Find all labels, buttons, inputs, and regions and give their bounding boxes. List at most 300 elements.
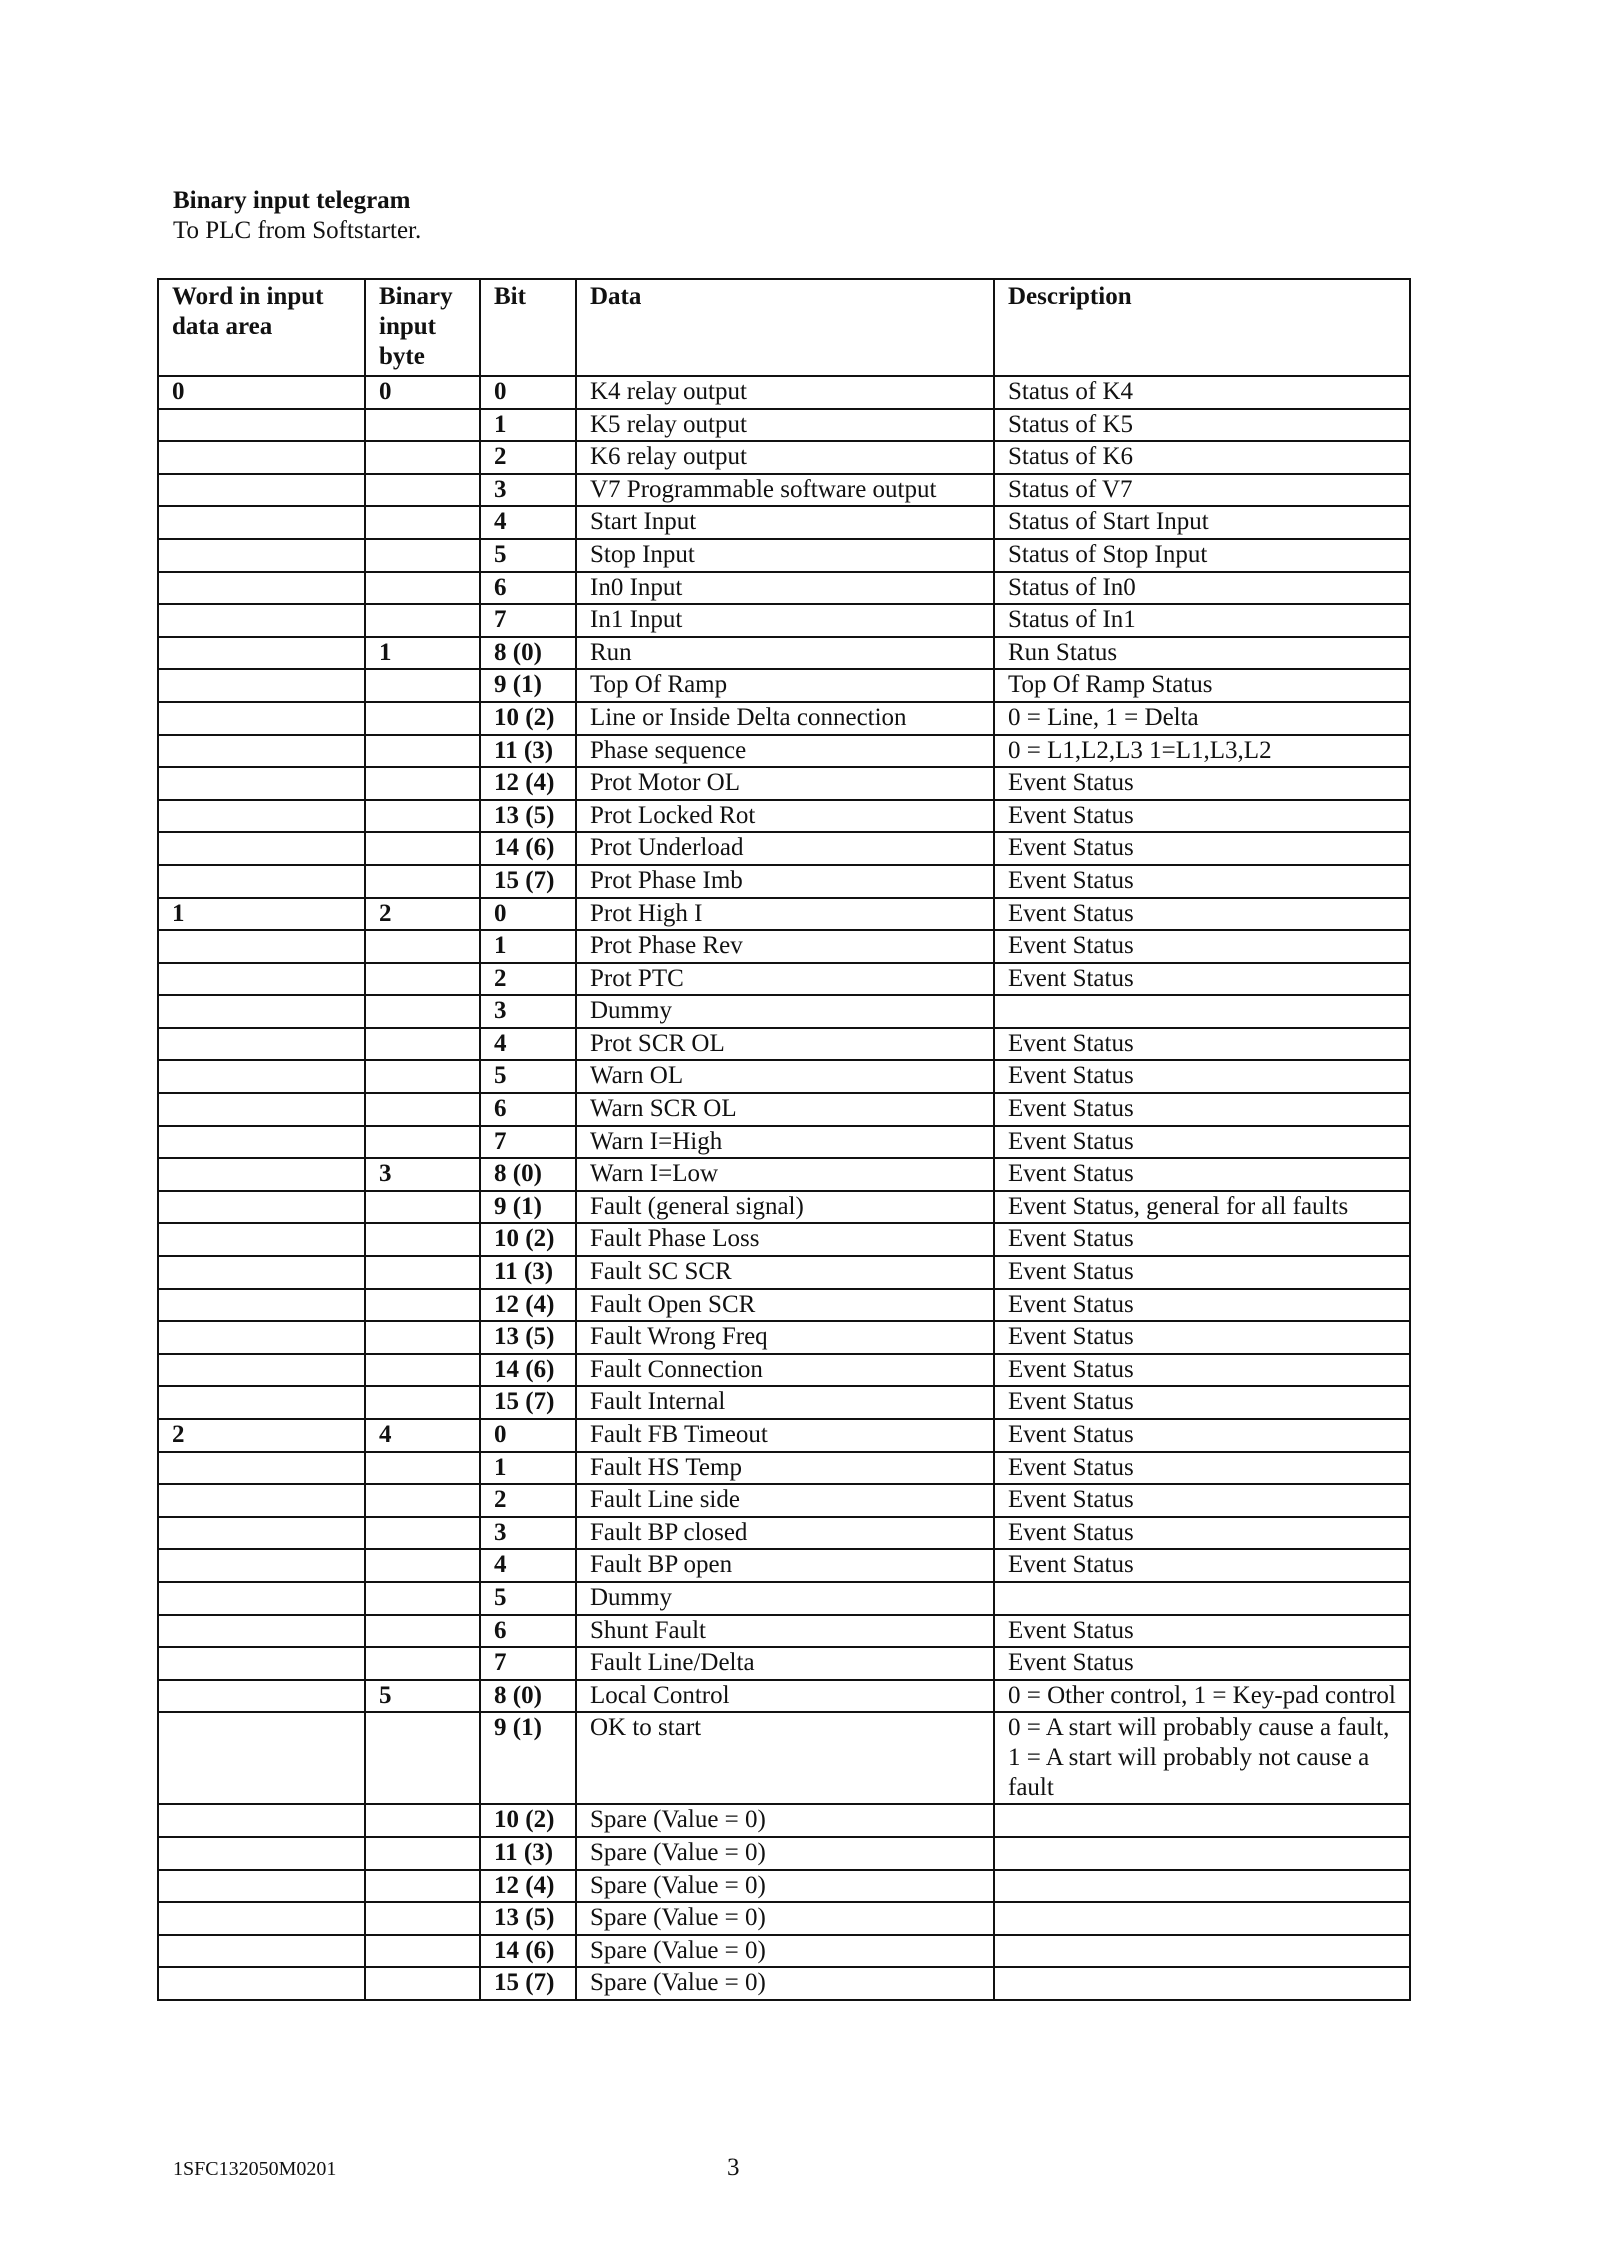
cell-bit: 7 [480, 1647, 576, 1680]
page-subtitle: To PLC from Softstarter. [173, 217, 422, 244]
cell-byte [365, 1549, 480, 1582]
cell-word [158, 539, 365, 572]
cell-byte [365, 604, 480, 637]
cell-word [158, 441, 365, 474]
cell-description: Status of Stop Input [994, 539, 1410, 572]
cell-word [158, 1902, 365, 1935]
cell-bit: 2 [480, 963, 576, 996]
cell-word [158, 1060, 365, 1093]
table-row [158, 1452, 1410, 1485]
cell-byte: 0 [365, 376, 480, 409]
cell-description: Run Status [994, 637, 1410, 670]
cell-word [158, 669, 365, 702]
cell-word [158, 1191, 365, 1224]
cell-bit: 11 (3) [480, 735, 576, 768]
cell-data: Spare (Value = 0) [576, 1870, 994, 1903]
cell-description: 0 = Line, 1 = Delta [994, 702, 1410, 735]
cell-bit: 12 (4) [480, 1289, 576, 1322]
cell-data: Fault Open SCR [576, 1289, 994, 1322]
cell-description: Status of V7 [994, 474, 1410, 507]
table-row [158, 1484, 1410, 1517]
cell-byte [365, 1484, 480, 1517]
cell-data: Local Control [576, 1680, 994, 1713]
cell-byte [365, 1804, 480, 1837]
cell-data: Fault SC SCR [576, 1256, 994, 1289]
cell-word [158, 506, 365, 539]
cell-byte [365, 1354, 480, 1387]
cell-description [994, 1967, 1410, 2000]
cell-byte [365, 1837, 480, 1870]
cell-data: Prot Phase Rev [576, 930, 994, 963]
header-word: Word in input data area [158, 279, 365, 376]
cell-bit: 2 [480, 1484, 576, 1517]
cell-byte [365, 1870, 480, 1903]
cell-data: Top Of Ramp [576, 669, 994, 702]
cell-byte [365, 1452, 480, 1485]
cell-word [158, 1582, 365, 1615]
cell-description: Event Status [994, 1419, 1410, 1452]
cell-description: Event Status [994, 1256, 1410, 1289]
cell-data: Phase sequence [576, 735, 994, 768]
table-row [158, 1712, 1410, 1804]
cell-byte [365, 865, 480, 898]
cell-data: Dummy [576, 1582, 994, 1615]
cell-bit: 5 [480, 539, 576, 572]
table-row [158, 474, 1410, 507]
cell-byte [365, 1289, 480, 1322]
cell-bit: 0 [480, 1419, 576, 1452]
table-row [158, 1060, 1410, 1093]
cell-word [158, 1028, 365, 1061]
table-row [158, 1028, 1410, 1061]
table-row [158, 702, 1410, 735]
table-row [158, 1804, 1410, 1837]
cell-bit: 3 [480, 995, 576, 1028]
cell-data: Warn SCR OL [576, 1093, 994, 1126]
cell-word [158, 1223, 365, 1256]
cell-description: 0 = L1,L2,L3 1=L1,L3,L2 [994, 735, 1410, 768]
cell-data: Shunt Fault [576, 1615, 994, 1648]
cell-byte [365, 1935, 480, 1968]
cell-word [158, 1712, 365, 1804]
cell-data: Fault Internal [576, 1386, 994, 1419]
table-row [158, 1549, 1410, 1582]
cell-byte [365, 930, 480, 963]
cell-byte [365, 963, 480, 996]
table-row [158, 1935, 1410, 1968]
table-row [158, 1615, 1410, 1648]
table-row [158, 637, 1410, 670]
table-row [158, 1647, 1410, 1680]
cell-word [158, 474, 365, 507]
cell-description: Status of K4 [994, 376, 1410, 409]
cell-word: 2 [158, 1419, 365, 1452]
table-row [158, 1256, 1410, 1289]
table-row [158, 1321, 1410, 1354]
cell-word [158, 1093, 365, 1126]
cell-description: Event Status [994, 1484, 1410, 1517]
table-row [158, 1386, 1410, 1419]
cell-data: Fault Phase Loss [576, 1223, 994, 1256]
cell-byte [365, 767, 480, 800]
cell-byte [365, 1256, 480, 1289]
cell-word [158, 930, 365, 963]
cell-bit: 2 [480, 441, 576, 474]
cell-byte: 2 [365, 898, 480, 931]
cell-description: Event Status, general for all faults [994, 1191, 1410, 1224]
cell-description: Status of Start Input [994, 506, 1410, 539]
cell-bit: 6 [480, 1615, 576, 1648]
cell-word [158, 1484, 365, 1517]
cell-bit: 4 [480, 1028, 576, 1061]
cell-data: Spare (Value = 0) [576, 1935, 994, 1968]
cell-description: Event Status [994, 1158, 1410, 1191]
table-row [158, 767, 1410, 800]
cell-byte [365, 1712, 480, 1804]
table-row [158, 376, 1410, 409]
cell-bit: 6 [480, 572, 576, 605]
cell-bit: 7 [480, 604, 576, 637]
cell-description: Event Status [994, 1354, 1410, 1387]
cell-description: Event Status [994, 1093, 1410, 1126]
cell-data: Prot PTC [576, 963, 994, 996]
cell-byte [365, 1647, 480, 1680]
cell-byte [365, 409, 480, 442]
cell-description [994, 1870, 1410, 1903]
cell-description: Event Status [994, 1028, 1410, 1061]
cell-description: 0 = Other control, 1 = Key-pad control [994, 1680, 1410, 1713]
cell-description: Status of In1 [994, 604, 1410, 637]
cell-data: K4 relay output [576, 376, 994, 409]
cell-bit: 10 (2) [480, 1804, 576, 1837]
cell-description: Status of K6 [994, 441, 1410, 474]
cell-bit: 8 (0) [480, 637, 576, 670]
cell-bit: 11 (3) [480, 1256, 576, 1289]
table-row [158, 1191, 1410, 1224]
cell-word [158, 637, 365, 670]
cell-bit: 13 (5) [480, 1321, 576, 1354]
cell-word [158, 1967, 365, 2000]
cell-bit: 15 (7) [480, 1386, 576, 1419]
cell-word [158, 1647, 365, 1680]
cell-byte [365, 1582, 480, 1615]
cell-data: Spare (Value = 0) [576, 1804, 994, 1837]
cell-data: Warn OL [576, 1060, 994, 1093]
cell-description [994, 1582, 1410, 1615]
cell-data: Warn I=Low [576, 1158, 994, 1191]
cell-data: Fault HS Temp [576, 1452, 994, 1485]
cell-word [158, 1935, 365, 1968]
cell-bit: 1 [480, 930, 576, 963]
header-description: Description [994, 279, 1410, 376]
cell-word [158, 1517, 365, 1550]
cell-data: Spare (Value = 0) [576, 1967, 994, 2000]
cell-bit: 14 (6) [480, 832, 576, 865]
table-row [158, 1870, 1410, 1903]
cell-bit: 13 (5) [480, 800, 576, 833]
table-row [158, 1126, 1410, 1159]
cell-description: Event Status [994, 1615, 1410, 1648]
cell-description: Event Status [994, 1452, 1410, 1485]
cell-byte [365, 800, 480, 833]
cell-description [994, 995, 1410, 1028]
cell-description: Event Status [994, 930, 1410, 963]
cell-data: Fault FB Timeout [576, 1419, 994, 1452]
cell-bit: 9 (1) [480, 669, 576, 702]
header-byte: Binary input byte [365, 279, 480, 376]
cell-byte [365, 995, 480, 1028]
cell-byte [365, 1093, 480, 1126]
cell-description: Event Status [994, 963, 1410, 996]
table-row [158, 506, 1410, 539]
cell-bit: 4 [480, 1549, 576, 1582]
cell-description: Event Status [994, 1517, 1410, 1550]
cell-byte [365, 1126, 480, 1159]
cell-word [158, 1837, 365, 1870]
cell-bit: 9 (1) [480, 1712, 576, 1804]
cell-word [158, 832, 365, 865]
table-row [158, 1582, 1410, 1615]
table-row [158, 1093, 1410, 1126]
cell-bit: 1 [480, 409, 576, 442]
cell-data: Fault (general signal) [576, 1191, 994, 1224]
cell-byte [365, 1223, 480, 1256]
cell-byte [365, 1615, 480, 1648]
cell-description: Status of In0 [994, 572, 1410, 605]
cell-description: 0 = A start will probably cause a fault, 1 = A start will probably not cause a fault [994, 1712, 1410, 1804]
cell-byte [365, 1191, 480, 1224]
cell-data: OK to start [576, 1712, 994, 1804]
cell-description [994, 1837, 1410, 1870]
table-row [158, 832, 1410, 865]
table-row [158, 604, 1410, 637]
table-row [158, 1289, 1410, 1322]
page-title: Binary input telegram [173, 187, 411, 214]
cell-word [158, 1321, 365, 1354]
cell-data: In1 Input [576, 604, 994, 637]
cell-bit: 8 (0) [480, 1680, 576, 1713]
cell-bit: 5 [480, 1582, 576, 1615]
cell-bit: 7 [480, 1126, 576, 1159]
cell-description: Event Status [994, 832, 1410, 865]
table-row [158, 1517, 1410, 1550]
cell-word [158, 1126, 365, 1159]
cell-word [158, 735, 365, 768]
cell-description: Event Status [994, 865, 1410, 898]
cell-byte [365, 441, 480, 474]
cell-data: K5 relay output [576, 409, 994, 442]
cell-byte: 3 [365, 1158, 480, 1191]
cell-byte [365, 735, 480, 768]
header-data: Data [576, 279, 994, 376]
table-row [158, 995, 1410, 1028]
cell-word: 0 [158, 376, 365, 409]
cell-data: Prot Motor OL [576, 767, 994, 800]
cell-word [158, 1354, 365, 1387]
cell-byte [365, 539, 480, 572]
cell-bit: 14 (6) [480, 1935, 576, 1968]
cell-bit: 15 (7) [480, 865, 576, 898]
cell-word [158, 1680, 365, 1713]
cell-byte [365, 1321, 480, 1354]
cell-description: Event Status [994, 767, 1410, 800]
cell-data: Prot Locked Rot [576, 800, 994, 833]
cell-data: Start Input [576, 506, 994, 539]
cell-byte [365, 702, 480, 735]
cell-byte: 1 [365, 637, 480, 670]
cell-byte: 4 [365, 1419, 480, 1452]
cell-word [158, 604, 365, 637]
cell-data: Spare (Value = 0) [576, 1902, 994, 1935]
table-row [158, 1837, 1410, 1870]
cell-bit: 3 [480, 1517, 576, 1550]
cell-data: Stop Input [576, 539, 994, 572]
cell-bit: 13 (5) [480, 1902, 576, 1935]
cell-data: Run [576, 637, 994, 670]
cell-description [994, 1902, 1410, 1935]
cell-byte [365, 832, 480, 865]
cell-description: Event Status [994, 1126, 1410, 1159]
cell-word [158, 1452, 365, 1485]
cell-description [994, 1935, 1410, 1968]
cell-word [158, 963, 365, 996]
cell-word [158, 1549, 365, 1582]
cell-word [158, 1289, 365, 1322]
table-row [158, 669, 1410, 702]
table-row [158, 572, 1410, 605]
cell-word [158, 1804, 365, 1837]
table-row [158, 1158, 1410, 1191]
cell-bit: 10 (2) [480, 1223, 576, 1256]
cell-data: Fault BP closed [576, 1517, 994, 1550]
cell-data: Dummy [576, 995, 994, 1028]
table-row [158, 865, 1410, 898]
cell-description: Event Status [994, 1386, 1410, 1419]
cell-bit: 12 (4) [480, 767, 576, 800]
cell-byte [365, 1028, 480, 1061]
cell-data: K6 relay output [576, 441, 994, 474]
cell-byte [365, 1967, 480, 2000]
table-row [158, 409, 1410, 442]
cell-word [158, 800, 365, 833]
cell-data: Prot High I [576, 898, 994, 931]
cell-description [994, 1804, 1410, 1837]
cell-data: Fault Line side [576, 1484, 994, 1517]
table-header-row [158, 279, 1410, 376]
cell-data: Fault Line/Delta [576, 1647, 994, 1680]
cell-word [158, 767, 365, 800]
cell-word [158, 702, 365, 735]
cell-data: Warn I=High [576, 1126, 994, 1159]
cell-data: Fault Wrong Freq [576, 1321, 994, 1354]
table-row [158, 1419, 1410, 1452]
binary-input-table [157, 278, 1411, 2001]
heading-block [173, 186, 421, 246]
cell-bit: 8 (0) [480, 1158, 576, 1191]
cell-data: V7 Programmable software output [576, 474, 994, 507]
table-row [158, 539, 1410, 572]
cell-description: Event Status [994, 1223, 1410, 1256]
cell-description: Event Status [994, 800, 1410, 833]
cell-word [158, 1386, 365, 1419]
cell-word [158, 1870, 365, 1903]
cell-description: Status of K5 [994, 409, 1410, 442]
table-row [158, 898, 1410, 931]
cell-word [158, 1256, 365, 1289]
cell-data: Fault BP open [576, 1549, 994, 1582]
cell-bit: 11 (3) [480, 1837, 576, 1870]
cell-description: Top Of Ramp Status [994, 669, 1410, 702]
table-row [158, 1223, 1410, 1256]
cell-byte [365, 1386, 480, 1419]
cell-byte [365, 1902, 480, 1935]
cell-word [158, 409, 365, 442]
cell-byte [365, 506, 480, 539]
cell-data: Prot Underload [576, 832, 994, 865]
cell-word [158, 1615, 365, 1648]
table-row [158, 1902, 1410, 1935]
table-row [158, 800, 1410, 833]
cell-description: Event Status [994, 898, 1410, 931]
cell-bit: 9 (1) [480, 1191, 576, 1224]
cell-bit: 10 (2) [480, 702, 576, 735]
cell-bit: 3 [480, 474, 576, 507]
table-row [158, 1680, 1410, 1713]
cell-word: 1 [158, 898, 365, 931]
cell-bit: 4 [480, 506, 576, 539]
table-row [158, 1354, 1410, 1387]
table-row [158, 963, 1410, 996]
footer-doc-number: 1SFC132050M0201 [173, 2158, 337, 2180]
cell-byte [365, 572, 480, 605]
cell-bit: 1 [480, 1452, 576, 1485]
cell-description: Event Status [994, 1060, 1410, 1093]
cell-bit: 6 [480, 1093, 576, 1126]
cell-data: Fault Connection [576, 1354, 994, 1387]
cell-description: Event Status [994, 1321, 1410, 1354]
cell-description: Event Status [994, 1647, 1410, 1680]
footer-page-number: 3 [727, 2154, 740, 2181]
cell-data: Line or Inside Delta connection [576, 702, 994, 735]
table-row [158, 735, 1410, 768]
header-bit: Bit [480, 279, 576, 376]
cell-data: Prot Phase Imb [576, 865, 994, 898]
cell-description: Event Status [994, 1549, 1410, 1582]
cell-byte [365, 669, 480, 702]
cell-byte [365, 1060, 480, 1093]
cell-bit: 0 [480, 376, 576, 409]
cell-bit: 0 [480, 898, 576, 931]
cell-bit: 12 (4) [480, 1870, 576, 1903]
cell-bit: 14 (6) [480, 1354, 576, 1387]
cell-byte [365, 474, 480, 507]
cell-bit: 15 (7) [480, 1967, 576, 2000]
cell-byte [365, 1517, 480, 1550]
cell-data: Spare (Value = 0) [576, 1837, 994, 1870]
table-body [158, 376, 1410, 2000]
cell-word [158, 1158, 365, 1191]
cell-description: Event Status [994, 1289, 1410, 1322]
cell-word [158, 995, 365, 1028]
cell-byte: 5 [365, 1680, 480, 1713]
cell-data: Prot SCR OL [576, 1028, 994, 1061]
cell-data: In0 Input [576, 572, 994, 605]
cell-word [158, 572, 365, 605]
cell-word [158, 865, 365, 898]
table-row [158, 930, 1410, 963]
table-row [158, 1967, 1410, 2000]
cell-bit: 5 [480, 1060, 576, 1093]
